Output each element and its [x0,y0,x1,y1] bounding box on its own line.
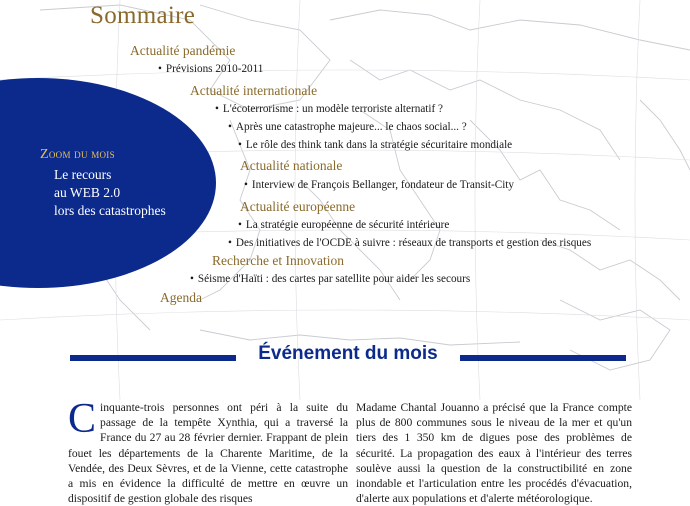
zoom-du-mois[interactable] [40,147,166,220]
toc-item[interactable]: • Après une catastrophe majeure... le chaos social... ? [228,121,467,133]
toc-item[interactable]: • Prévisions 2010-2011 [158,63,264,75]
section-recherche-innovation[interactable]: Recherche et Innovation [212,253,344,268]
toc-item[interactable]: • Séisme d'Haïti : des cartes par satellite pour aider les secours [190,273,471,285]
bullet-icon: • [215,103,219,115]
zoom-heading: Zoom du mois [40,147,115,162]
bullet-icon: • [228,121,232,133]
bullet-icon: • [190,273,194,285]
event-divider-right [460,355,626,361]
section-actualite-internationale[interactable]: Actualité internationale [190,83,318,98]
bullet-icon: • [244,179,248,191]
dropcap: C [68,396,97,442]
event-title: Événement du mois [258,343,438,364]
toc-item[interactable]: • La stratégie européenne de sécurité intérieure [238,219,450,231]
section-actualite-nationale[interactable]: Actualité nationale [240,158,343,173]
toc-item[interactable]: • L'écoterrorisme : un modèle terroriste alternatif ? [215,103,443,115]
article-column-1: Cinquante-trois personnes ont péri à la suite du passage de la tempête Xynthia, qui a traversé la France du 27 au 28 février dernier. Frappant de plein fouet les départements de la Charente Maritime, de la Vendée, des Deux Sèvres, et de la Vienne, cette catastrophe a mis en évidence la difficulté de mettre en œuvre un dispositif de gestion globale des risques [68,396,348,506]
bullet-icon: • [238,219,242,231]
bullet-icon: • [238,139,242,151]
toc-item[interactable]: • Interview de François Bellanger, fondateur de Transit-City [244,179,515,191]
toc-item[interactable]: • Le rôle des think tank dans la stratégie sécuritaire mondiale [238,139,513,151]
bullet-icon: • [158,63,162,75]
zoom-body: Le recours au WEB 2.0 lors des catastrophes [54,167,166,218]
bullet-icon: • [228,237,232,249]
section-actualite-pandemie[interactable]: Actualité pandémie [130,43,236,58]
article-column-2: Madame Chantal Jouanno a précisé que la France compte plus de 800 communes sous le niveau de la mer et qu'un tiers des 1 350 km de digues pose des problèmes de sécurité. La propagation des eaux à l'intérieur des terres soulève aussi la question de la constructibilité en zone inondable et l'articulation entre les procédés d'évacuation, d'alerte aux populations et d'alerte météorologique. [356,401,632,506]
sommaire-title: Sommaire [90,2,196,29]
section-actualite-europeenne[interactable]: Actualité européenne [240,199,356,214]
event-divider-left [70,355,236,361]
section-agenda[interactable]: Agenda [160,290,202,305]
toc-item[interactable]: • Des initiatives de l'OCDE à suivre : réseaux de transports et gestion des risques [228,237,592,249]
